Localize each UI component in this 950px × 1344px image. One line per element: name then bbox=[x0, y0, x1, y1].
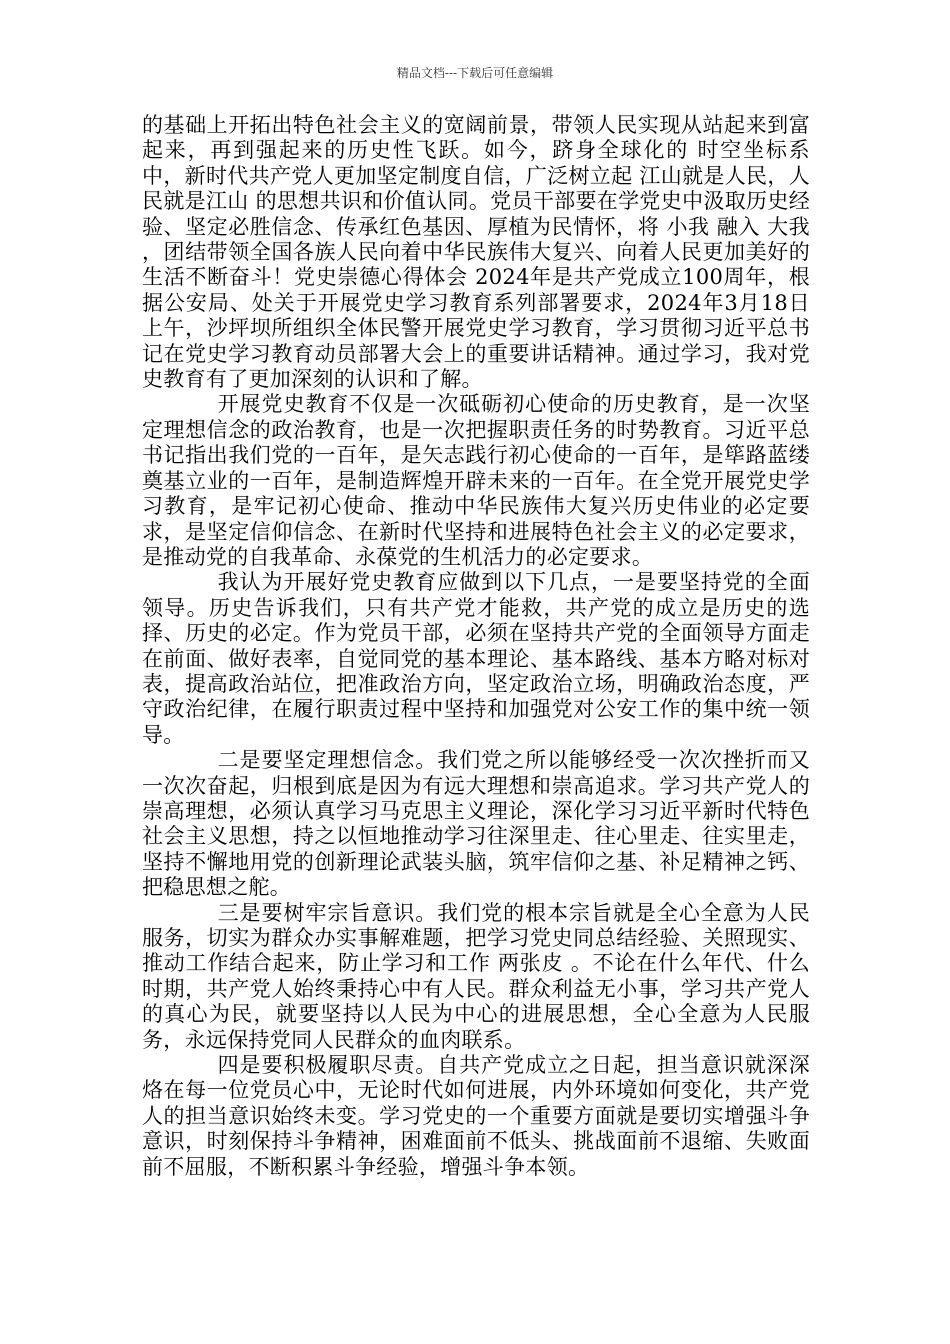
paragraph-point-two: 二是要坚定理想信念。我们党之所以能够经受一次次挫折而又一次次奋起，归根到底是因为有远大理想和崇高追求。学习共产党人的崇高理想，必须认真学习马克思主义理论，深化学习习近平新时代特色社会主义思想，持之以恒地推动学习往深里走、往心里走、往实里走，坚持不懈地用党的创新理论武装头脑，筑牢信仰之基、补足精神之钙、把稳思想之舵。 bbox=[142, 748, 810, 900]
document-body bbox=[142, 113, 810, 1180]
paragraph-continued: 的基础上开拓出特色社会主义的宽阔前景，带领人民实现从站起来到富起来，再到强起来的历史性飞跃。如今，跻身全球化的 时空坐标系 中，新时代共产党人更加坚定制度自信，广泛树立起 江山就是人民，人民就是江山 的思想共识和价值认同。党员干部要在学党史中汲取历史经验、坚定必胜信念、传承红色基因、厚植为民情怀，将 小我 融入 大我 ，团结带领全国各族人民向着中华民族伟大复兴、向着人民更加美好的生活不断奋斗！党史崇德心得体会 2024年是共产党成立100周年，根据公安局、处关于开展党史学习教育系列部署要求，2024年3月18日上午，沙坪坝所组织全体民警开展党史学习教育，学习贯彻习近平总书记在党史学习教育动员部署大会上的重要讲话精神。通过学习，我对党史教育有了更加深刻的认识和了解。 bbox=[142, 113, 810, 392]
paragraph-point-four: 四是要积极履职尽责。自共产党成立之日起，担当意识就深深烙在每一位党员心中，无论时代如何进展，内外环境如何变化，共产党人的担当意识始终未变。学习党史的一个重要方面就是要切实增强斗争意识，时刻保持斗争精神，困难面前不低头、挑战面前不退缩、失败面前不屈服，不断积累斗争经验，增强斗争本领。 bbox=[142, 1053, 810, 1179]
paragraph-point-three: 三是要树牢宗旨意识。我们党的根本宗旨就是全心全意为人民服务，切实为群众办实事解难题，把学习党史同总结经验、关照现实、推动工作结合起来，防止学习和工作 两张皮 。不论在什么年代、什么时期，共产党人始终秉持心中有人民。群众利益无小事，学习共产党人的真心为民，就要坚持以人民为中心的进展思想，全心全意为人民服务，永远保持党同人民群众的血肉联系。 bbox=[142, 900, 810, 1052]
paragraph-point-one: 我认为开展好党史教育应做到以下几点，一是要坚持党的全面领导。历史告诉我们，只有共产党才能救，共产党的成立是历史的选择、历史的必定。作为党员干部，必须在坚持共产党的全面领导方面走在前面、做好表率，自觉同党的基本理论、基本路线、基本方略对标对表，提高政治站位，把准政治方向，坚定政治立场，明确政治态度，严守政治纪律，在履行职责过程中坚持和加强党对公安工作的集中统一领导。 bbox=[142, 570, 810, 747]
paragraph-party-history-education: 开展党史教育不仅是一次砥砺初心使命的历史教育，是一次坚定理想信念的政治教育，也是一次把握职责任务的时势教育。习近平总书记指出我们党的一百年，是矢志践行初心使命的一百年，是筚路蓝缕奠基立业的一百年，是制造辉煌开辟未来的一百年。在全党开展党史学习教育，是牢记初心使命、推动中华民族伟大复兴历史伟业的必定要求，是坚定信仰信念、在新时代坚持和进展特色社会主义的必定要求，是推动党的自我革命、永葆党的生机活力的必定要求。 bbox=[142, 392, 810, 569]
page-header: 精品文档---下载后可任意编辑 bbox=[396, 66, 554, 80]
